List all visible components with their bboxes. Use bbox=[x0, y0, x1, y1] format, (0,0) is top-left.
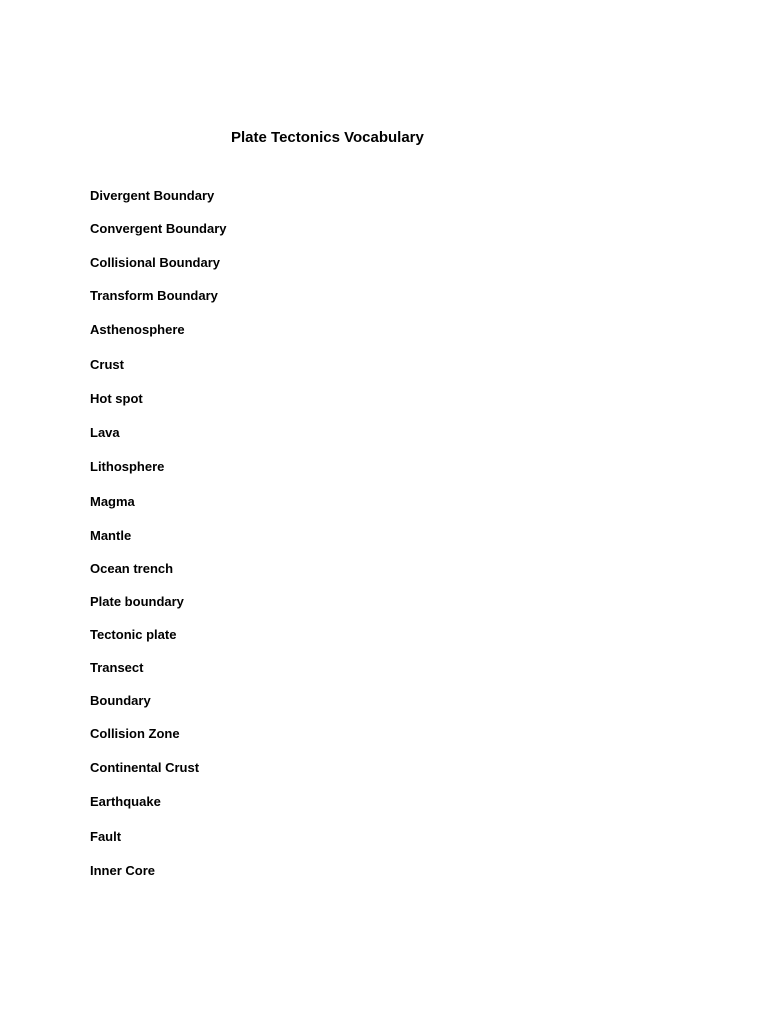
vocab-term: Magma bbox=[90, 494, 135, 509]
vocab-term: Convergent Boundary bbox=[90, 221, 227, 236]
vocab-term: Divergent Boundary bbox=[90, 188, 215, 203]
vocab-term: Mantle bbox=[90, 528, 132, 543]
vocab-term: Earthquake bbox=[90, 794, 161, 809]
vocab-term: Boundary bbox=[90, 693, 151, 708]
vocab-term: Plate boundary bbox=[90, 594, 184, 609]
vocab-term: Collisional Boundary bbox=[90, 255, 221, 270]
vocab-term: Ocean trench bbox=[90, 561, 174, 576]
vocab-term: Lava bbox=[90, 425, 120, 440]
page-title: Plate Tectonics Vocabulary bbox=[231, 129, 424, 146]
vocab-term: Asthenosphere bbox=[90, 322, 185, 337]
vocab-term: Inner Core bbox=[90, 863, 156, 878]
vocab-term: Hot spot bbox=[90, 391, 143, 406]
vocab-term: Transect bbox=[90, 660, 144, 675]
vocab-term: Transform Boundary bbox=[90, 288, 218, 303]
vocab-term: Fault bbox=[90, 829, 122, 844]
vocab-term: Lithosphere bbox=[90, 459, 165, 474]
vocab-term: Tectonic plate bbox=[90, 627, 177, 642]
vocab-term: Crust bbox=[90, 357, 124, 372]
vocab-term: Collision Zone bbox=[90, 726, 180, 741]
vocab-term: Continental Crust bbox=[90, 760, 200, 775]
